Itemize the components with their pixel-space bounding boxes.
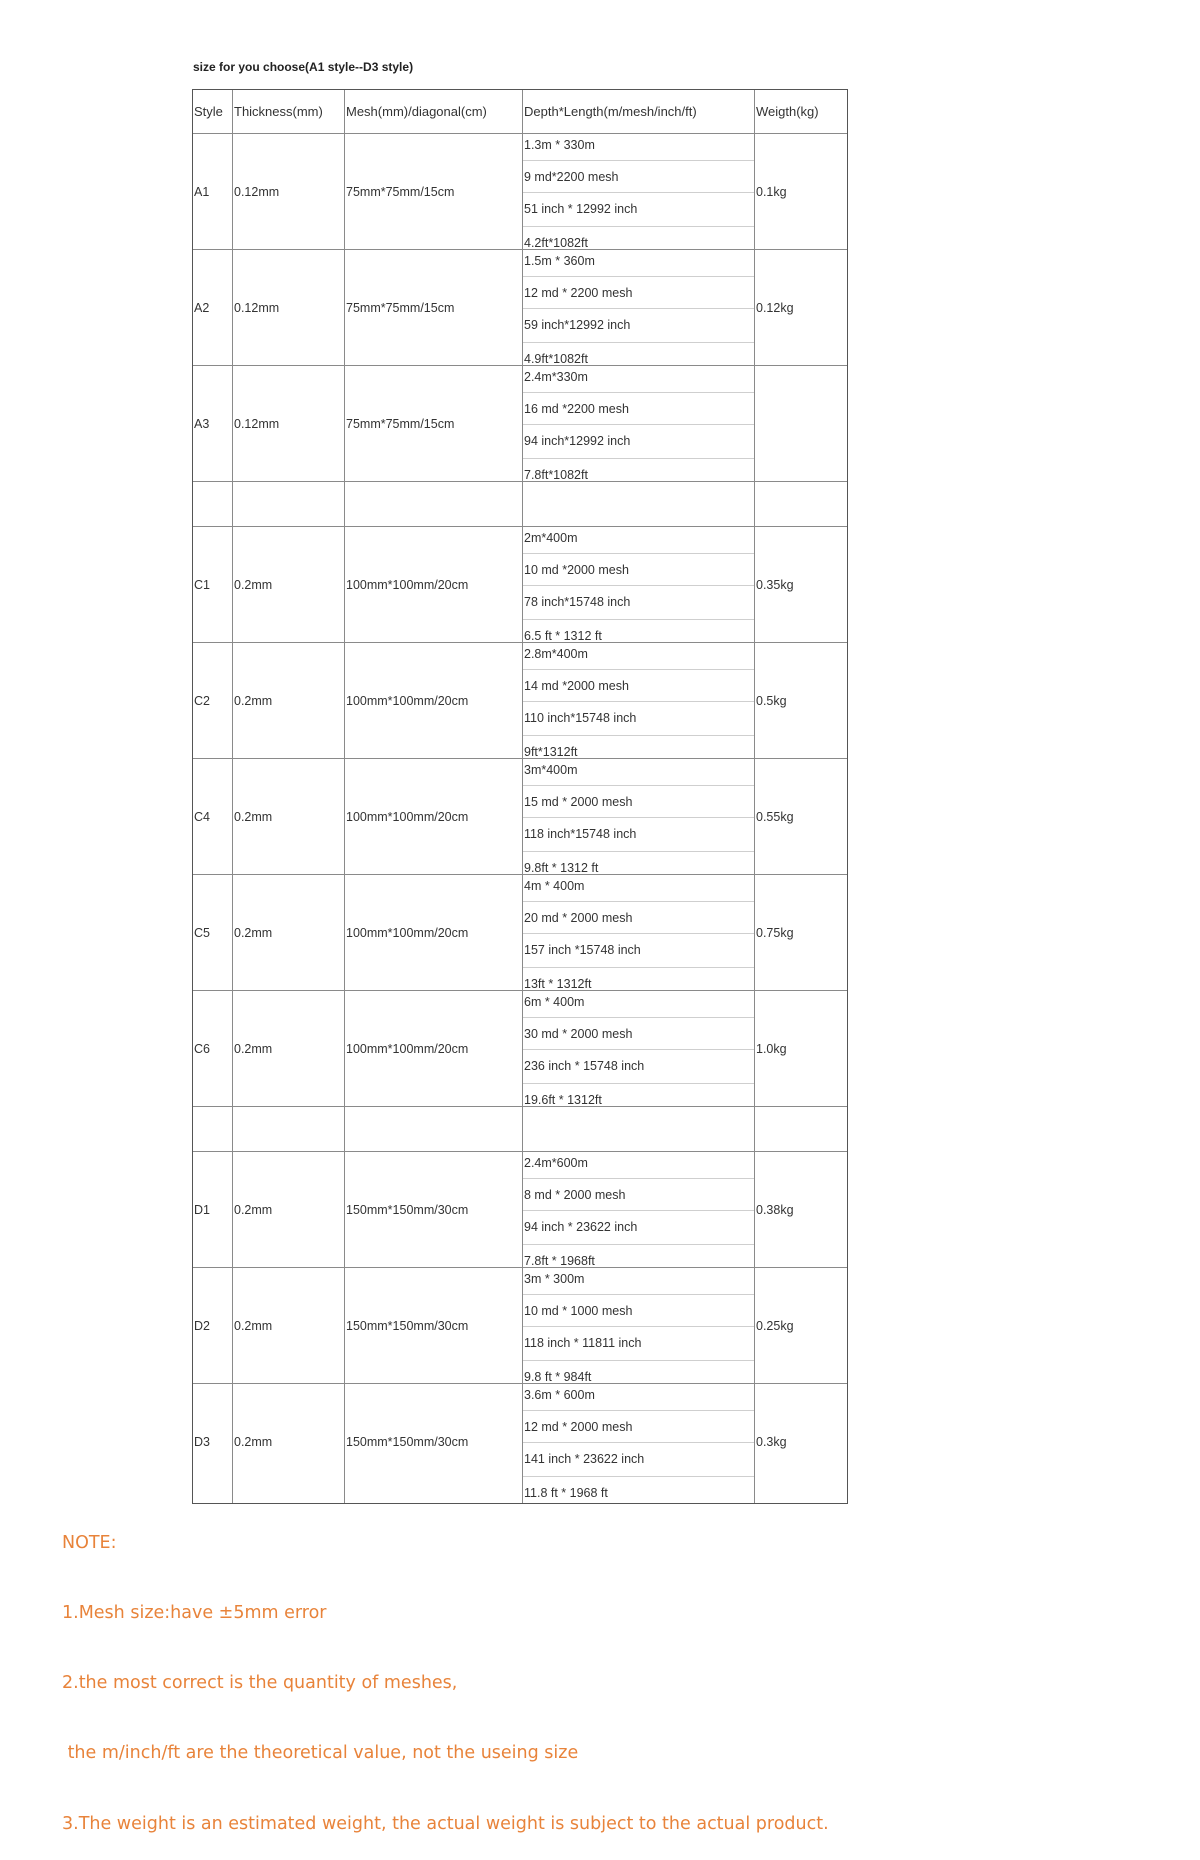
size-line: 6.5 ft * 1312 ft xyxy=(523,619,755,652)
size-line: 1.3m * 330m xyxy=(524,137,595,152)
note-line: 3.The weight is an estimated weight, the actual weight is subject to the actual product. xyxy=(62,1813,829,1834)
size-cell xyxy=(523,643,755,758)
table-row xyxy=(193,249,847,365)
mesh-cell: 100mm*100mm/20cm xyxy=(346,925,469,940)
mesh-cell: 75mm*75mm/15cm xyxy=(346,184,455,199)
thickness-cell: 0.2mm xyxy=(234,1318,273,1333)
size-line: 141 inch * 23622 inch xyxy=(523,1442,755,1475)
size-line: 2m*400m xyxy=(524,530,578,545)
size-line: 9ft*1312ft xyxy=(523,735,755,768)
weight-cell: 0.75kg xyxy=(756,925,794,940)
style-cell: D3 xyxy=(194,1434,210,1449)
table-row xyxy=(193,1151,847,1267)
thickness-cell: 0.2mm xyxy=(234,577,273,592)
mesh-cell: 100mm*100mm/20cm xyxy=(346,809,469,824)
style-cell: A2 xyxy=(194,300,210,315)
size-line: 78 inch*15748 inch xyxy=(523,585,755,618)
size-cell xyxy=(523,527,755,642)
size-line: 1.5m * 360m xyxy=(524,253,595,268)
thickness-cell: 0.2mm xyxy=(234,1041,273,1056)
size-line: 16 md *2200 mesh xyxy=(523,392,755,425)
header-mesh: Mesh(mm)/diagonal(cm) xyxy=(346,104,487,119)
size-line: 19.6ft * 1312ft xyxy=(523,1083,755,1116)
note-line: 2.the most correct is the quantity of meshes, xyxy=(62,1673,458,1694)
size-cell xyxy=(523,1107,755,1151)
style-cell xyxy=(193,482,233,526)
style-cell: A3 xyxy=(194,416,210,431)
table-row xyxy=(193,874,847,990)
size-cell xyxy=(523,482,755,526)
thickness-cell: 0.12mm xyxy=(234,416,280,431)
size-line: 59 inch*12992 inch xyxy=(523,308,755,341)
mesh-cell: 100mm*100mm/20cm xyxy=(346,577,469,592)
size-table xyxy=(192,89,848,1504)
weight-cell: 0.35kg xyxy=(756,577,794,592)
size-line: 30 md * 2000 mesh xyxy=(523,1017,755,1050)
table-row xyxy=(193,642,847,758)
note-line: 1.Mesh size:have ±5mm error xyxy=(62,1603,327,1624)
note-block xyxy=(62,1485,829,1860)
mesh-cell: 75mm*75mm/15cm xyxy=(346,416,455,431)
mesh-cell: 150mm*150mm/30cm xyxy=(346,1434,469,1449)
size-line: 118 inch * 11811 inch xyxy=(523,1326,755,1359)
size-line: 12 md * 2000 mesh xyxy=(523,1410,755,1443)
size-line: 10 md * 1000 mesh xyxy=(523,1294,755,1327)
thickness-cell: 0.2mm xyxy=(234,809,273,824)
size-line: 4.2ft*1082ft xyxy=(523,226,755,259)
size-line: 118 inch*15748 inch xyxy=(523,817,755,850)
size-line: 11.8 ft * 1968 ft xyxy=(523,1476,755,1509)
thickness-cell xyxy=(233,1107,345,1151)
table-row xyxy=(193,365,847,481)
weight-cell: 0.55kg xyxy=(756,809,794,824)
weight-cell: 0.12kg xyxy=(756,300,794,315)
size-cell xyxy=(523,759,755,874)
table-spacer-row xyxy=(193,481,847,526)
size-line: 3.6m * 600m xyxy=(524,1387,595,1402)
header-weight: Weigth(kg) xyxy=(756,104,819,119)
column-divider xyxy=(232,90,233,1503)
size-cell xyxy=(523,1152,755,1267)
thickness-cell xyxy=(233,482,345,526)
size-line: 94 inch*12992 inch xyxy=(523,424,755,457)
size-cell xyxy=(523,991,755,1106)
size-line: 8 md * 2000 mesh xyxy=(523,1178,755,1211)
thickness-cell: 0.12mm xyxy=(234,184,280,199)
mesh-cell: 75mm*75mm/15cm xyxy=(346,300,455,315)
thickness-cell: 0.2mm xyxy=(234,1202,273,1217)
thickness-cell: 0.2mm xyxy=(234,925,273,940)
table-row xyxy=(193,990,847,1106)
table-row xyxy=(193,133,847,249)
size-line: 10 md *2000 mesh xyxy=(523,553,755,586)
size-line: 4m * 400m xyxy=(524,878,585,893)
thickness-cell: 0.2mm xyxy=(234,693,273,708)
weight-cell xyxy=(755,1107,849,1151)
size-line: 2.4m*330m xyxy=(524,369,588,384)
mesh-cell xyxy=(345,1107,523,1151)
weight-cell: 0.1kg xyxy=(756,184,787,199)
size-line: 157 inch *15748 inch xyxy=(523,933,755,966)
mesh-cell xyxy=(345,482,523,526)
note-line: the m/inch/ft are the theoretical value, not the useing size xyxy=(62,1743,579,1764)
size-line: 7.8ft * 1968ft xyxy=(523,1244,755,1277)
size-cell xyxy=(523,875,755,990)
size-line: 9.8 ft * 984ft xyxy=(523,1360,755,1393)
style-cell: C6 xyxy=(194,1041,210,1056)
header-style: Style xyxy=(194,104,223,119)
size-line: 4.9ft*1082ft xyxy=(523,342,755,375)
size-cell xyxy=(523,1384,755,1499)
size-line: 3m * 300m xyxy=(524,1271,585,1286)
size-cell xyxy=(523,134,755,249)
note-title: NOTE: xyxy=(62,1532,117,1553)
table-row xyxy=(193,526,847,642)
size-cell xyxy=(523,366,755,481)
thickness-cell: 0.2mm xyxy=(234,1434,273,1449)
size-line: 9 md*2200 mesh xyxy=(523,160,755,193)
size-line: 13ft * 1312ft xyxy=(523,967,755,1000)
size-line: 94 inch * 23622 inch xyxy=(523,1210,755,1243)
style-cell: C5 xyxy=(194,925,210,940)
header-size: Depth*Length(m/mesh/inch/ft) xyxy=(524,104,697,119)
table-header-row xyxy=(193,90,847,133)
table-spacer-row xyxy=(193,1106,847,1151)
thickness-cell: 0.12mm xyxy=(234,300,280,315)
size-line: 3m*400m xyxy=(524,762,578,777)
table-row xyxy=(193,1383,847,1499)
table-row xyxy=(193,1267,847,1383)
size-line: 9.8ft * 1312 ft xyxy=(523,851,755,884)
mesh-cell: 150mm*150mm/30cm xyxy=(346,1202,469,1217)
table-row xyxy=(193,758,847,874)
weight-cell xyxy=(755,366,849,481)
style-cell: A1 xyxy=(194,184,210,199)
style-cell: C4 xyxy=(194,809,210,824)
size-line: 7.8ft*1082ft xyxy=(523,458,755,491)
style-cell xyxy=(193,1107,233,1151)
column-divider xyxy=(344,90,345,1503)
column-divider xyxy=(754,90,755,1503)
table-caption: size for you choose(A1 style--D3 style) xyxy=(193,60,414,74)
mesh-cell: 100mm*100mm/20cm xyxy=(346,1041,469,1056)
size-line: 110 inch*15748 inch xyxy=(523,701,755,734)
weight-cell: 1.0kg xyxy=(756,1041,787,1056)
style-cell: C2 xyxy=(194,693,210,708)
header-thickness: Thickness(mm) xyxy=(234,104,323,119)
size-line: 12 md * 2200 mesh xyxy=(523,276,755,309)
size-line: 6m * 400m xyxy=(524,994,585,1009)
weight-cell: 0.25kg xyxy=(756,1318,794,1333)
mesh-cell: 150mm*150mm/30cm xyxy=(346,1318,469,1333)
weight-cell xyxy=(755,482,849,526)
size-line: 20 md * 2000 mesh xyxy=(523,901,755,934)
size-cell xyxy=(523,250,755,365)
style-cell: D2 xyxy=(194,1318,210,1333)
size-line: 2.8m*400m xyxy=(524,646,588,661)
size-line: 51 inch * 12992 inch xyxy=(523,192,755,225)
size-cell xyxy=(523,1268,755,1383)
style-cell: C1 xyxy=(194,577,210,592)
size-line: 236 inch * 15748 inch xyxy=(523,1049,755,1082)
mesh-cell: 100mm*100mm/20cm xyxy=(346,693,469,708)
size-line: 2.4m*600m xyxy=(524,1155,588,1170)
size-line: 15 md * 2000 mesh xyxy=(523,785,755,818)
style-cell: D1 xyxy=(194,1202,210,1217)
weight-cell: 0.38kg xyxy=(756,1202,794,1217)
weight-cell: 0.3kg xyxy=(756,1434,787,1449)
weight-cell: 0.5kg xyxy=(756,693,787,708)
column-divider xyxy=(522,90,523,1503)
size-line: 14 md *2000 mesh xyxy=(523,669,755,702)
